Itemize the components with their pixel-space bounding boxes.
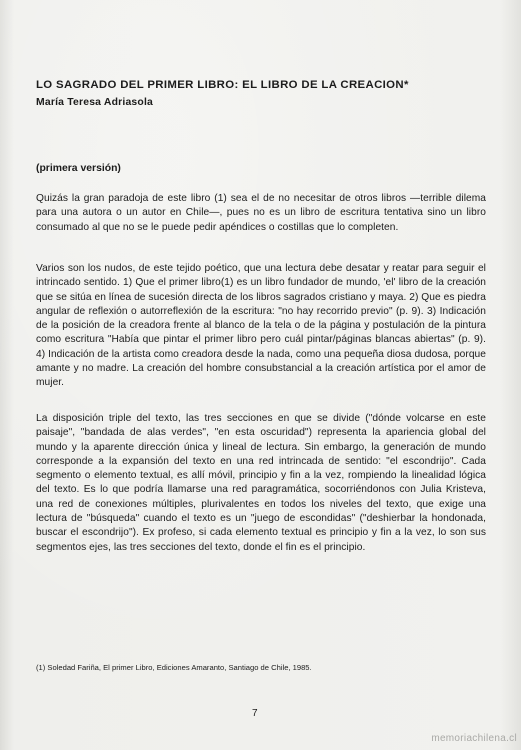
article-title: LO SAGRADO DEL PRIMER LIBRO: EL LIBRO DE LA CREACION* (36, 79, 409, 91)
article-author: María Teresa Adriasola (36, 97, 154, 108)
watermark[interactable]: memoriachilena.cl (431, 733, 517, 744)
paragraph-1: Quizás la gran paradoja de este libro (1) sea el de no necesitar de otros libros —terrible dilema para una autora o un autor en Chile—, pues no es un libro de escritura tentativa sino un libro consumado al que no se le puede pedir apéndices o costillas que lo completen. (36, 193, 486, 233)
version-label: (primera versión) (36, 163, 121, 174)
paragraph-2: Varios son los nudos, de este tejido poético, que una lectura debe desatar y reatar para seguir el intrincado sentido. 1) Que el primer libro(1) es un libro fundador de mundo, 'el' libro de la creación que se sitúa en línea de sucesión directa de los libros sagrados cristiano y maya. 2) Que es piedra angular de reflexión o autorreflexión de la escritura: "no hay recorrido previo" (p. 9). 3) Indicación de la posición de la creadora frente al blanco de la tela o de la página y postulación de la pintura como escritura "Había que pintar el primer libro pero cuál pintar/páginas blancas abiertas" (p. 9). 4) Indicación de la artista como creadora desde la nada, como una pequeña diosa dudosa, porque amante y no madre. La creación del hombre consubstancial a la creación artística por el amor de mujer. (36, 263, 486, 389)
page-number: 7 (252, 708, 258, 719)
paragraph-3: La disposición triple del texto, las tres secciones en que se divide ("dónde volcarse en este paisaje", "bandada de alas verdes", "en esta oscuridad") representa la apariencia global del mundo y la aparente dirección única y lineal de lectura. Sin embargo, la generación de mundo corresponde a la expansión del texto en una red intrincada de sentido: "el escondrijo". Cada segmento o elemento textual, es allí móvil, principio y fin a la vez, rompiendo la linealidad lógica del texto. Es lo que podría llamarse una red paragramática, socorriéndonos con Julia Kristeva, una red de conexiones múltiples, plurivalentes en todos los niveles del texto, que exige una lectura de "búsqueda" cuando el texto es un "juego de escondidas" ("deshierbar la hondonada, buscar el escondrijo"). Ex profeso, si cada elemento textual es principio y fin a la vez, lo son sus segmentos ejes, las tres secciones del texto, donde el fin es el principio. (36, 413, 486, 553)
footnote: (1) Soledad Fariña, El primer Libro, Ediciones Amaranto, Santiago de Chile, 1985. (36, 663, 312, 672)
